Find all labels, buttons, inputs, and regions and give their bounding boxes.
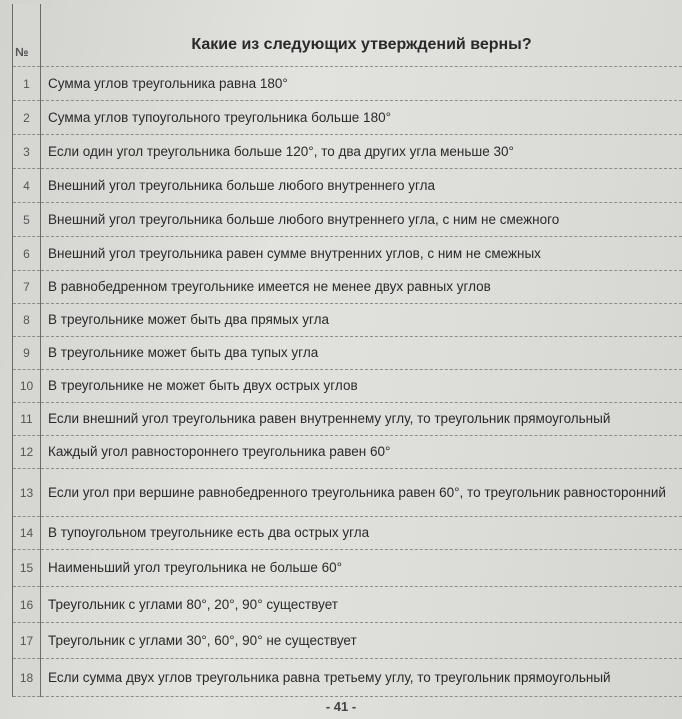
statements-table	[12, 4, 682, 697]
table-row	[13, 67, 682, 101]
table-header-row	[13, 4, 682, 67]
row-number: 9	[13, 337, 41, 370]
row-number: 12	[13, 436, 41, 469]
table-row	[13, 271, 682, 304]
row-number: 13	[13, 469, 41, 517]
table-row	[13, 587, 682, 623]
row-number: 14	[13, 517, 41, 550]
row-number: 3	[13, 135, 41, 169]
row-number: 15	[13, 550, 41, 587]
statement-text: В треугольнике не может быть двух острых углов	[41, 370, 682, 403]
table-row	[13, 101, 682, 135]
statement-text: В равнобедренном треугольнике имеется не менее двух равных углов	[41, 271, 682, 304]
statement-text: Если внешний угол треугольника равен внутреннему углу, то треугольник прямоугольный	[41, 403, 682, 436]
row-number: 8	[13, 304, 41, 337]
statement-text: Если сумма двух углов треугольника равна третьему углу, то треугольник прямоугольный	[41, 659, 682, 697]
statement-text: В треугольнике может быть два тупых угла	[41, 337, 682, 370]
statement-text: Каждый угол равностороннего треугольника равен 60°	[41, 436, 682, 469]
table-row	[13, 203, 682, 237]
row-number: 10	[13, 370, 41, 403]
row-number: 6	[13, 237, 41, 271]
table-row	[13, 304, 682, 337]
table-row	[13, 370, 682, 403]
table-row	[13, 337, 682, 370]
statement-text: В треугольнике может быть два прямых угла	[41, 304, 682, 337]
row-number: 1	[13, 67, 41, 101]
row-number: 2	[13, 101, 41, 135]
row-number: 7	[13, 271, 41, 304]
table-row	[13, 135, 682, 169]
table-row	[13, 169, 682, 203]
table-title: Какие из следующих утверждений верны?	[41, 4, 682, 67]
statement-text: Если угол при вершине равнобедренного треугольника равен 60°, то треугольник равносторонний	[41, 469, 682, 517]
table-row	[13, 469, 682, 517]
row-number: 18	[13, 659, 41, 697]
row-number: 17	[13, 623, 41, 659]
row-number: 16	[13, 587, 41, 623]
table-row	[13, 550, 682, 587]
statement-text: В тупоугольном треугольнике есть два острых угла	[41, 517, 682, 550]
statement-text: Наименьший угол треугольника не больше 60°	[41, 550, 682, 587]
statement-text: Треугольник с углами 80°, 20°, 90° существует	[41, 587, 682, 623]
row-number: 4	[13, 169, 41, 203]
table-row	[13, 436, 682, 469]
statement-text: Внешний угол треугольника больше любого внутреннего угла, с ним не смежного	[41, 203, 682, 237]
table-row	[13, 403, 682, 436]
statement-text: Внешний угол треугольника больше любого внутреннего угла	[41, 169, 682, 203]
row-number: 5	[13, 203, 41, 237]
statement-text: Внешний угол треугольника равен сумме внутренних углов, с ним не смежных	[41, 237, 682, 271]
page-number: - 41 -	[325, 699, 357, 714]
statement-text: Сумма углов треугольника равна 180°	[41, 67, 682, 101]
table-row	[13, 237, 682, 271]
table-row	[13, 659, 682, 697]
table-row	[13, 623, 682, 659]
statement-text: Если один угол треугольника больше 120°, то два других угла меньше 30°	[41, 135, 682, 169]
statement-text: Треугольник с углами 30°, 60°, 90° не существует	[41, 623, 682, 659]
statement-text: Сумма углов тупоугольного треугольника больше 180°	[41, 101, 682, 135]
row-number: 11	[13, 403, 41, 436]
table-row	[13, 517, 682, 550]
number-column-header: №	[13, 4, 41, 67]
